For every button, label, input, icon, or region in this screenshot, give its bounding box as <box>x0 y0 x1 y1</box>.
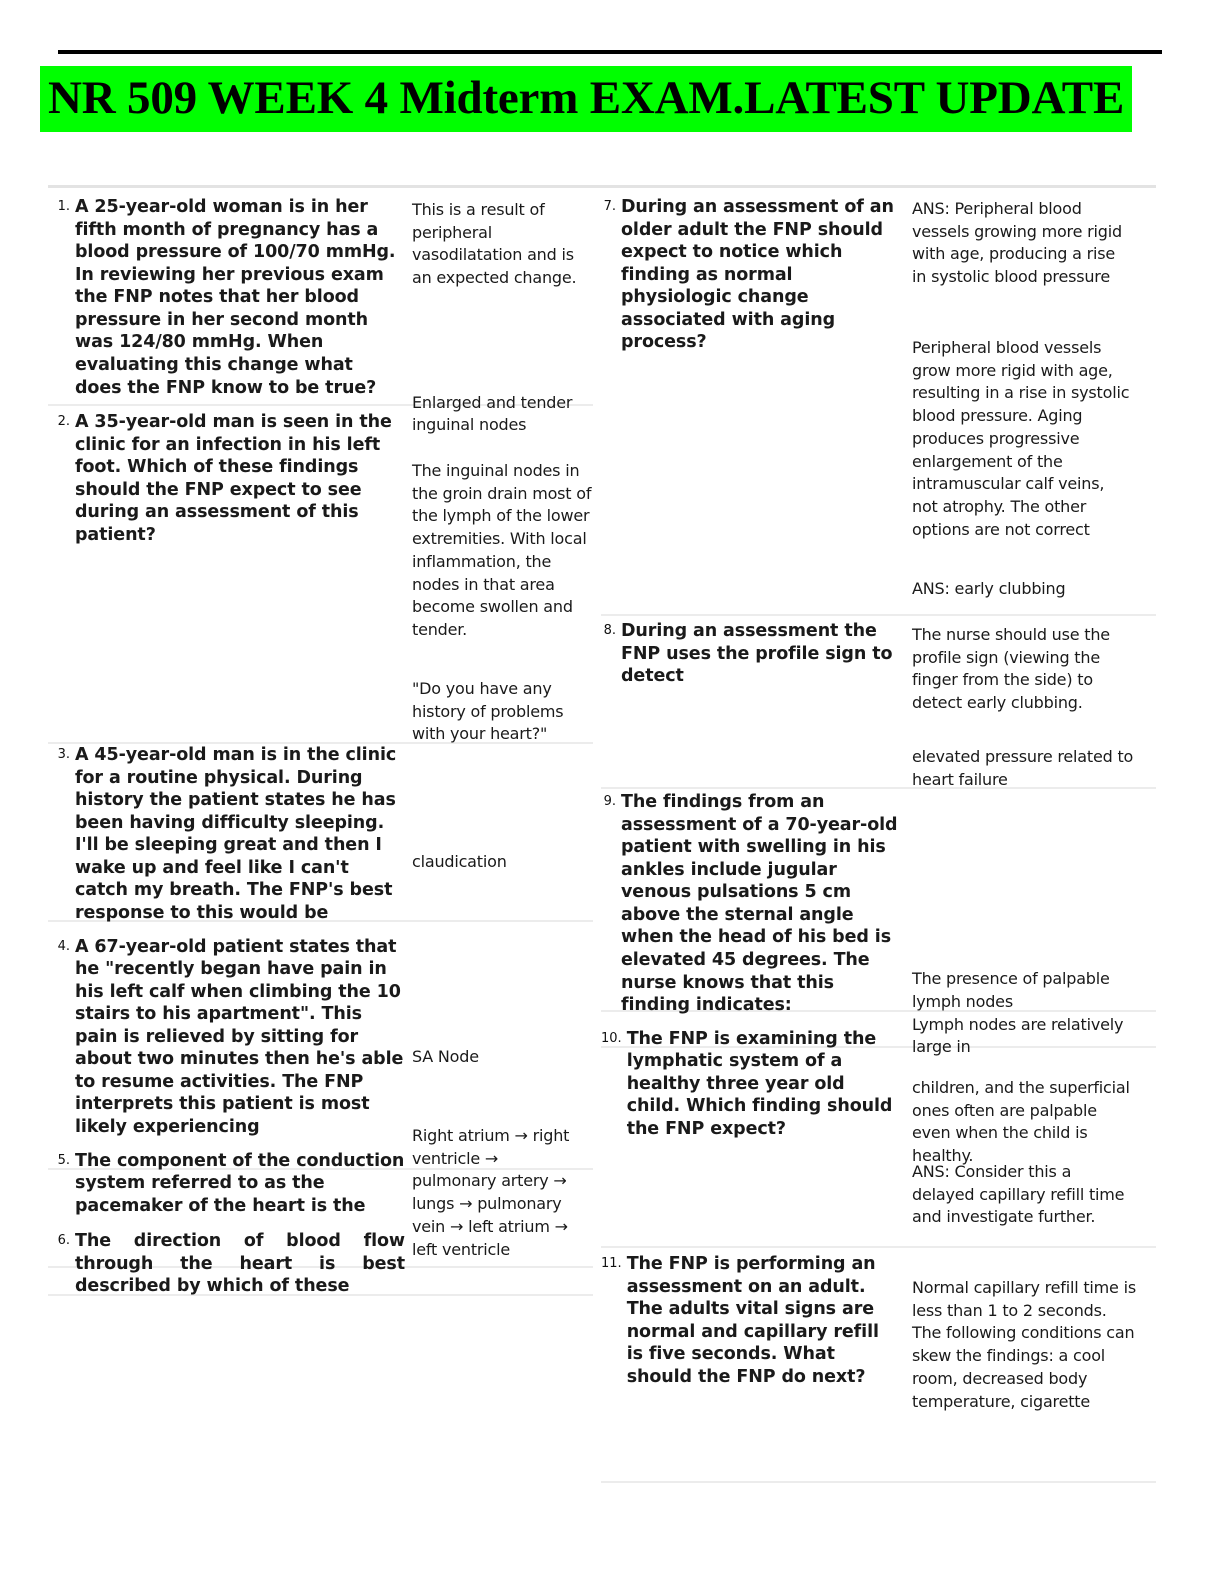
question-number: 3. <box>57 747 70 762</box>
questions-column-left-cont <box>55 744 405 1298</box>
answer-text: Peripheral blood vessels grow more rigid with age, resulting in a rise in systolic blood pressure. Aging produces progressive enlargement of the intramuscular calf veins, not atrophy. The other options are not correct <box>912 338 1130 539</box>
question-item <box>55 196 405 399</box>
question-text: A 67-year-old patient states that he "recently began have pain in his left calf when climbing the 10 stairs to his apartment". This pain is relieved by sitting for about two minutes then he's able to resume activities. The FNP interprets this patient is most likely experiencing <box>75 936 404 1137</box>
answer-text: claudication <box>412 852 507 871</box>
answer-text: ANS: early clubbing <box>912 579 1066 598</box>
question-number: 9. <box>603 794 616 809</box>
row-divider-right-1 <box>601 614 1156 616</box>
question-number: 5. <box>57 1152 70 1168</box>
question-text: The component of the conduction system referred to as the pacemaker of the heart is the <box>75 1150 405 1216</box>
question-item <box>55 1230 405 1298</box>
question-text: During an assessment the FNP uses the profile sign to detect <box>621 621 893 687</box>
question-text: During an assessment of an older adult the FNP should expect to notice which finding as normal physiologic change associated with aging process? <box>621 197 894 353</box>
question-number: 2. <box>57 414 70 430</box>
question-item <box>55 1150 405 1218</box>
question-text: A 35-year-old man is seen in the clinic for an infection in his left foot. Which of these findings should the FNP expect to see during an assessment of this patient? <box>75 412 392 545</box>
questions-column-right-q11 <box>601 1253 901 1388</box>
questions-column-right-q9 <box>601 791 901 1140</box>
answer-text: Right atrium → right ventricle → pulmonary artery → lungs → pulmonary vein → left atrium → left ventricle <box>412 1126 570 1259</box>
question-number: 8. <box>603 623 616 638</box>
answer-text: Enlarged and tender inguinal nodes <box>412 393 573 434</box>
questions-column-right-q8 <box>601 620 901 688</box>
answer-text: SA Node <box>412 1047 479 1066</box>
question-item <box>601 1028 901 1141</box>
question-item <box>55 744 405 925</box>
question-text: The FNP is examining the lymphatic system of a healthy three year old child. Which finding should the FNP expect? <box>626 1028 893 1139</box>
question-number: 4. <box>57 938 70 954</box>
answer-text: "Do you have any history of problems with your heart?" <box>412 679 564 744</box>
questions-column-right <box>601 196 901 354</box>
row-divider-right-5 <box>601 1246 1156 1248</box>
answer-text: The presence of palpable lymph nodes <box>912 969 1110 1011</box>
question-item <box>601 791 901 1017</box>
questions-column-left <box>55 196 405 546</box>
question-number: 11. <box>601 1256 622 1271</box>
answer-text: elevated pressure related to heart failure <box>912 747 1134 789</box>
title-container <box>40 66 1150 132</box>
answer-text: ANS: Consider this a delayed capillary refill time and investigate further. <box>912 1162 1125 1227</box>
page-title: NR 509 WEEK 4 Midterm EXAM.LATEST UPDATE <box>40 66 1132 132</box>
question-item <box>601 196 901 354</box>
answer-text: ANS: Peripheral blood vessels growing more rigid with age, producing a rise in systolic blood pressure <box>912 199 1122 287</box>
question-item <box>601 1253 901 1388</box>
question-text: The findings from an assessment of a 70-year-old patient with swelling in his ankles include jugular venous pulsations 5 cm above the sternal angle when the head of his bed is elevated 45 degrees. The nurse knows that this finding indicates: <box>621 792 898 1016</box>
question-item <box>601 620 901 688</box>
question-text: The FNP is performing an assessment on an adult. The adults vital signs are normal and capillary refill is five seconds. What should the FNP do next? <box>626 1254 879 1387</box>
table-bottom-border <box>601 1481 1156 1483</box>
question-text: A 25-year-old woman is in her fifth month of pregnancy has a blood pressure of 100/70 mmHg. In reviewing her previous exam the FNP notes that her blood pressure in her second month was 124/80 mmHg. When evaluating this change what does the FNP know to be true? <box>75 197 396 398</box>
question-number: 6. <box>57 1233 70 1249</box>
header-rule <box>58 50 1162 54</box>
answer-text: This is a result of peripheral vasodilatation and is an expected change. <box>412 200 577 288</box>
question-number: 7. <box>603 199 616 214</box>
answer-text: Normal capillary refill time is less than 1 to 2 seconds. The following conditions can skew the findings: a cool room, decreased body temperature, cigarette <box>912 1278 1136 1411</box>
answer-text: Lymph nodes are relatively large in <box>912 1015 1124 1056</box>
question-item <box>55 936 405 1139</box>
answer-text: The nurse should use the profile sign (viewing the finger from the side) to detect early clubbing. <box>912 625 1110 713</box>
answer-text: The inguinal nodes in the groin drain most of the lymph of the lower extremities. With local inflammation, the nodes in that area become swollen and tender. <box>412 461 592 640</box>
answer-text: children, and the superficial ones often are palpable even when the child is healthy. <box>912 1078 1130 1166</box>
question-number: 10. <box>601 1030 622 1046</box>
question-text: A 45-year-old man is in the clinic for a routine physical. During history the patient states he has been having difficulty sleeping. I'll be sleeping great and then I wake up and feel like I can't catch my breath. The FNP's best response to this would be <box>75 745 397 923</box>
question-item <box>55 411 405 546</box>
table-top-border <box>48 185 1156 188</box>
question-number: 1. <box>57 199 70 214</box>
question-text: The direction of blood flow through the heart is best described by which of these <box>75 1231 405 1297</box>
